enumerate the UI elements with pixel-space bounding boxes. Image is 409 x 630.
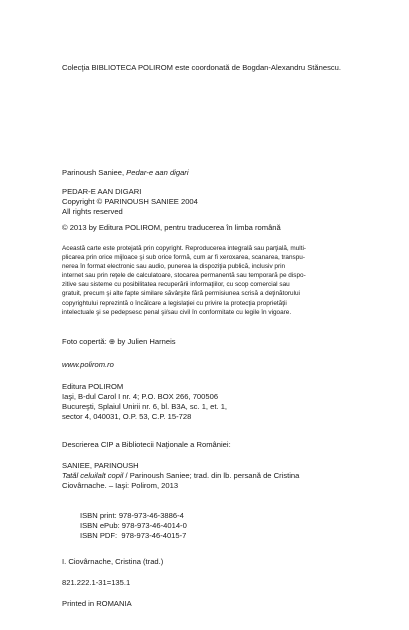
index-entry: I. Ciovârnache, Cristina (trad.) — [62, 557, 164, 566]
printed-in: Printed in ROMANIA — [62, 599, 132, 608]
legal-line: nerea în format electronic sau audio, punerea la dispoziţia publică, inclusiv prin — [62, 263, 286, 271]
copyright-block — [62, 187, 198, 217]
publisher-name: Editura POLIROM — [62, 382, 124, 391]
legal-line: Această carte este protejată prin copyright. Reproducerea integrală sau parţială, multi- — [62, 245, 307, 252]
cip-title-line — [62, 471, 299, 481]
series-note: Colecţia BIBLIOTECA POLIROM este coordonată de Bogdan-Alexandru Stănescu. — [62, 63, 342, 72]
legal-line: zitive sau sisteme cu posibilitatea recuperării informaţiilor, cu scop comercial sau — [62, 281, 290, 289]
cip-credits: / Parinoush Saniee; trad. din lb. persană de Cristina — [123, 470, 300, 480]
isbn-list — [80, 511, 187, 541]
original-title: Pedar-e aan digari — [126, 168, 189, 177]
isbn-epub: ISBN ePub: 978-973-46-4014-0 — [80, 520, 187, 530]
legal-line: internet sau prin reţele de calculatoare, stocarea permanentă sau temporară pe dispo- — [62, 272, 306, 280]
classification-code: 821.222.1-31=135.1 — [62, 578, 131, 587]
edition-copyright: © 2013 by Editura POLIROM, pentru traducerea în limba română — [62, 223, 281, 232]
cip-heading: Descrierea CIP a Bibliotecii Naţionale a României: — [62, 440, 231, 449]
publisher-info — [62, 382, 227, 421]
publisher-website: www.polirom.ro — [62, 360, 114, 369]
rights-reserved: All rights reserved — [62, 206, 123, 216]
publisher-address: sector 4, 040031, O.P. 53, C.P. 15-728 — [62, 411, 192, 421]
publisher-address: Iaşi, B-dul Carol I nr. 4; P.O. BOX 266, 700506 — [62, 391, 219, 401]
author-name: Parinoush Saniee, — [62, 168, 127, 177]
cover-photo-credit: Foto copertă: ⊕ by Julien Harneis — [62, 337, 176, 346]
original-title-caps: PEDAR-E AAN DIGARI — [62, 187, 142, 196]
isbn-pdf: ISBN PDF: 978-973-46-4015-7 — [80, 530, 187, 540]
book-title: Tatăl celuilalt copil — [62, 470, 124, 480]
copyright-notice: Copyright © PARINOUSH SANIEE 2004 — [62, 196, 198, 206]
legal-line: intelectuale şi se pedepsesc penal şi/sau civil în conformitate cu legile în vigoare. — [62, 308, 292, 316]
legal-notice — [62, 244, 362, 317]
publisher-address: Bucureşti, Splaiul Unirii nr. 6, bl. B3A, sc. 1, et. 1, — [62, 401, 228, 411]
author-original-title — [62, 168, 189, 178]
cip-imprint: Ciovârnache. – Iaşi: Polirom, 2013 — [62, 480, 179, 490]
cip-record — [62, 461, 299, 491]
cip-author: SANIEE, PARINOUSH — [62, 461, 139, 470]
legal-line: copyrightului reprezintă o încălcare a legislaţiei cu privire la protecţia proprietăţii — [62, 299, 287, 307]
isbn-print: ISBN print: 978-973-46-3886-4 — [80, 511, 184, 520]
legal-line: gratuit, precum şi alte fapte similare săvârşite fără permisiunea scrisă a deţinătorului — [62, 290, 300, 298]
legal-line: plicarea prin orice mijloace şi sub orice formă, cum ar fi xeroxarea, scanarea, transpu- — [62, 254, 305, 262]
